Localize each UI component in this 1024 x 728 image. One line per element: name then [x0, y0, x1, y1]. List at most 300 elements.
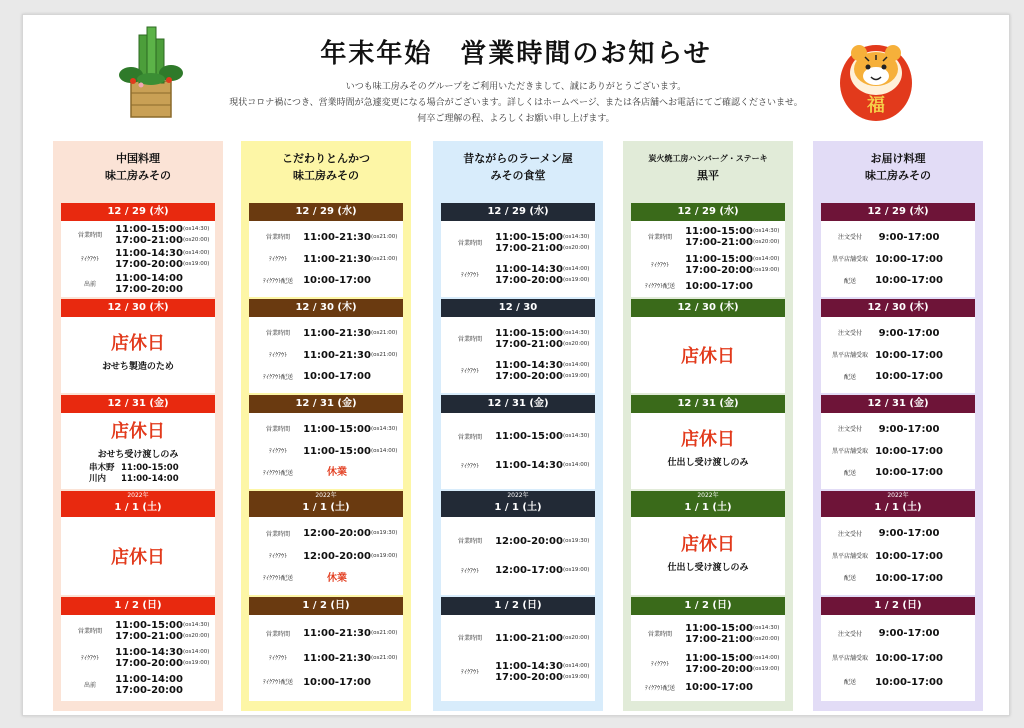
date-bar: 1 / 2 (日)	[249, 597, 403, 615]
day-card	[441, 597, 595, 701]
hours-row	[253, 254, 401, 265]
closure-note: 仕出し受け渡しのみ	[667, 563, 749, 573]
hours-row	[253, 467, 401, 478]
last-order: (os19:00)	[563, 674, 590, 681]
time-range: 11:00-14:30	[495, 360, 563, 372]
last-order: (os14:00)	[563, 362, 590, 369]
store-closed-label: 店休日	[681, 346, 735, 367]
time-range: 11:00-15:00	[685, 253, 753, 265]
store-closed-label: 店休日	[111, 333, 165, 354]
store-header	[241, 151, 411, 185]
time-range: 9:00-17:00	[878, 231, 940, 243]
hours-row	[445, 264, 593, 286]
hours-row	[253, 653, 401, 664]
time-range: 17:00-20:00	[115, 283, 183, 295]
time-range: 10:00-17:00	[875, 652, 943, 664]
service-label: 営業時間	[265, 234, 290, 242]
store-category: 炭火焼工房ハンバーグ・ステーキ	[648, 154, 768, 163]
time-range: 11:00-21:30	[303, 327, 371, 339]
last-order: (os19:30)	[563, 537, 590, 544]
day-card	[631, 299, 785, 393]
last-order: (os20:00)	[753, 239, 780, 246]
service-label: 配送	[843, 679, 856, 687]
hours-row	[635, 623, 783, 645]
closure-note: 仕出し受け渡しのみ	[667, 458, 749, 468]
hours-row	[65, 248, 213, 270]
day-card	[249, 299, 403, 393]
service-label: ﾃｲｸｱｳﾄ配送	[262, 469, 293, 477]
hours-row	[825, 551, 973, 562]
store-category: お届け料理	[870, 152, 926, 165]
day-card	[441, 299, 595, 393]
time-range: 11:00-21:30	[303, 231, 371, 243]
last-order: (os14:30)	[753, 228, 780, 235]
service-label: 注文受付	[837, 426, 862, 434]
hours-row	[253, 275, 401, 286]
closure-note: おせち受け渡しのみ	[97, 450, 179, 460]
hours-row	[253, 628, 401, 639]
hours-row	[825, 446, 973, 457]
year-label: 2022年	[315, 492, 337, 499]
time-range: 10:00-17:00	[875, 550, 943, 562]
last-order: (os14:30)	[183, 225, 210, 232]
day-body	[441, 413, 595, 489]
store-name: 味工房みその	[865, 169, 931, 182]
day-card	[249, 597, 403, 701]
last-order: (os20:00)	[753, 635, 780, 642]
date-bar: 12 / 31 (金)	[821, 395, 975, 413]
date-label: 1 / 1 (土)	[114, 502, 162, 513]
day-card	[441, 203, 595, 297]
hours-row	[825, 350, 973, 361]
service-label: ﾃｲｸｱｳﾄ	[460, 462, 479, 470]
service-label: 注文受付	[837, 234, 862, 242]
store-column	[433, 141, 603, 711]
hours-row	[635, 682, 783, 693]
time-range: 11:00-14:30	[115, 248, 183, 259]
last-order: (os14:00)	[183, 649, 210, 655]
time-range: 17:00-21:00	[115, 234, 183, 246]
day-card	[821, 299, 975, 393]
time-range: 12:00-17:00	[495, 565, 563, 577]
intro-line-1: いつも味工房みそのグループをご利用いただきまして、誠にありがとうございます。	[345, 82, 687, 92]
hours-row	[65, 273, 213, 295]
hours-row	[253, 424, 401, 435]
hours-row	[253, 573, 401, 584]
hours-row	[65, 620, 213, 642]
store-column	[623, 141, 793, 711]
day-body	[61, 221, 215, 297]
service-label: ﾃｲｸｱｳﾄ	[268, 448, 287, 455]
day-card	[61, 597, 215, 701]
store-header	[53, 151, 223, 185]
branch-hours	[89, 463, 179, 473]
service-label: 営業時間	[647, 630, 672, 638]
time-range: 17:00-21:00	[685, 633, 753, 645]
day-body	[631, 517, 785, 595]
time-range: 11:00-15:00	[685, 652, 753, 664]
date-bar	[631, 491, 785, 517]
hours-row	[253, 528, 401, 539]
time-range: 11:00-21:00	[495, 632, 563, 644]
day-body	[821, 517, 975, 595]
last-order: (os14:00)	[563, 266, 590, 273]
service-label: ﾃｲｸｱｳﾄ	[460, 272, 479, 280]
day-card	[821, 491, 975, 595]
time-range: 17:00-21:00	[115, 631, 183, 642]
hours-row	[825, 573, 973, 584]
day-body	[631, 615, 785, 701]
branch-time: 11:00-15:00	[121, 463, 179, 473]
last-order: (os19:00)	[563, 373, 590, 380]
day-body	[249, 413, 403, 489]
year-label: 2022年	[887, 492, 909, 499]
last-order: (os19:00)	[753, 665, 780, 672]
day-body	[821, 221, 975, 297]
time-range: 17:00-21:00	[495, 338, 563, 350]
service-label: 黒平店舗受取	[831, 655, 868, 662]
hours-row	[445, 565, 593, 576]
store-closed-label: 店休日	[681, 534, 735, 555]
last-order: (os19:00)	[183, 261, 210, 267]
day-body	[821, 615, 975, 701]
branch-name: 川内	[89, 474, 107, 484]
service-label: ﾃｲｸｱｳﾄ	[650, 261, 669, 269]
year-label: 2022年	[697, 492, 719, 499]
service-label: 出前	[83, 682, 96, 689]
time-range: 17:00-20:00	[495, 371, 563, 383]
time-range: 11:00-15:00	[495, 327, 563, 339]
hours-row	[825, 275, 973, 286]
date-bar: 1 / 2 (日)	[441, 597, 595, 615]
time-range: 17:00-20:00	[115, 685, 183, 696]
day-card	[61, 491, 215, 595]
date-label: 1 / 1 (土)	[302, 502, 350, 513]
service-label: 出前	[83, 280, 96, 288]
hours-row	[65, 224, 213, 246]
store-category: こだわりとんかつ	[282, 152, 370, 165]
time-range: 9:00-17:00	[878, 327, 940, 339]
time-range: 9:00-17:00	[878, 528, 940, 540]
hours-row	[445, 460, 593, 471]
store-name: 味工房みその	[293, 169, 359, 182]
date-label: 1 / 1 (土)	[684, 502, 732, 513]
store-closed-label: 店休日	[111, 421, 165, 442]
date-bar: 12 / 31 (金)	[631, 395, 785, 413]
date-bar: 12 / 30 (木)	[61, 299, 215, 317]
service-label: ﾃｲｸｱｳﾄ	[268, 553, 287, 560]
hours-row	[825, 424, 973, 435]
day-body	[61, 615, 215, 701]
last-order: (os21:00)	[371, 329, 398, 336]
last-order: (os14:30)	[371, 425, 398, 432]
time-range: 11:00-15:00	[685, 622, 753, 634]
service-label: ﾃｲｸｱｳﾄ	[80, 256, 99, 263]
day-body	[61, 317, 215, 393]
last-order: (os20:00)	[563, 340, 590, 347]
branch-name: 串木野	[89, 463, 115, 473]
date-bar	[61, 491, 215, 517]
time-range: 11:00-14:30	[115, 647, 183, 658]
day-card	[631, 597, 785, 701]
time-range: 10:00-17:00	[875, 467, 943, 479]
date-bar	[249, 491, 403, 517]
date-bar: 12 / 31 (金)	[441, 395, 595, 413]
day-body	[631, 413, 785, 489]
time-range: 10:00-17:00	[875, 275, 943, 287]
store-name: 味工房みその	[105, 169, 171, 182]
time-range: 11:00-15:00	[303, 423, 371, 435]
date-bar: 12 / 30	[441, 299, 595, 317]
time-range: 11:00-14:30	[495, 661, 563, 673]
last-order: (os19:00)	[563, 277, 590, 284]
hours-row	[635, 254, 783, 276]
time-range: 休業	[327, 572, 347, 584]
last-order: (os21:00)	[371, 654, 398, 661]
service-label: 配送	[843, 575, 856, 583]
day-body	[249, 615, 403, 701]
branch-time: 11:00-14:00	[121, 474, 179, 484]
date-bar: 12 / 29 (水)	[631, 203, 785, 221]
last-order: (os21:00)	[371, 630, 398, 637]
service-label: 黒平店舗受取	[831, 448, 868, 455]
day-card	[821, 395, 975, 489]
date-bar: 1 / 2 (日)	[631, 597, 785, 615]
last-order: (os14:00)	[371, 447, 398, 454]
day-card	[631, 203, 785, 297]
date-bar: 12 / 29 (水)	[821, 203, 975, 221]
time-range: 11:00-14:30	[495, 264, 563, 276]
time-range: 9:00-17:00	[878, 628, 940, 640]
last-order: (os14:00)	[753, 255, 780, 262]
last-order: (os14:30)	[183, 622, 210, 628]
time-range: 11:00-15:00	[115, 620, 183, 631]
time-range: 17:00-20:00	[685, 264, 753, 276]
hours-row	[65, 647, 213, 669]
service-label: 配送	[843, 277, 856, 285]
hours-row	[825, 653, 973, 664]
day-card	[61, 395, 215, 489]
time-range: 11:00-14:00	[115, 674, 183, 685]
service-label: ﾃｲｸｱｳﾄ	[80, 655, 99, 662]
hours-row	[253, 677, 401, 688]
store-header	[623, 151, 793, 185]
store-column	[241, 141, 411, 711]
time-range: 11:00-15:00	[495, 231, 563, 243]
last-order: (os20:00)	[563, 634, 590, 641]
service-label: ﾃｲｸｱｳﾄ	[650, 660, 669, 668]
day-card	[821, 597, 975, 701]
day-card	[441, 491, 595, 595]
time-range: 11:00-21:30	[303, 628, 371, 640]
date-bar: 12 / 30 (木)	[821, 299, 975, 317]
hours-row	[635, 653, 783, 675]
time-range: 17:00-20:00	[495, 672, 563, 684]
hours-row	[65, 674, 213, 696]
date-bar: 1 / 2 (日)	[821, 597, 975, 615]
service-label: ﾃｲｸｱｳﾄ	[460, 669, 479, 677]
page-title: 年末年始 営業時間のお知らせ	[320, 39, 712, 69]
day-body	[61, 517, 215, 595]
time-range: 11:00-21:30	[303, 349, 371, 361]
hours-row	[253, 371, 401, 382]
service-label: ﾃｲｸｱｳﾄ	[268, 655, 287, 662]
service-label: 営業時間	[457, 239, 482, 247]
hours-row	[253, 350, 401, 361]
service-label: ﾃｲｸｱｳﾄ	[268, 256, 287, 263]
store-category: 中国料理	[116, 152, 160, 165]
time-range: 11:00-15:00	[495, 431, 563, 442]
service-label: 営業時間	[457, 335, 482, 343]
service-label: 営業時間	[457, 433, 482, 441]
hours-row	[445, 661, 593, 683]
hours-row	[253, 328, 401, 339]
hours-row	[825, 371, 973, 382]
last-order: (os21:00)	[371, 233, 398, 240]
time-range: 休業	[327, 467, 347, 479]
service-label: ﾃｲｸｱｳﾄ	[460, 567, 479, 575]
time-range: 10:00-17:00	[875, 676, 943, 688]
service-label: 黒平店舗受取	[831, 553, 868, 560]
time-range: 11:00-15:00	[115, 223, 183, 235]
hours-row	[635, 226, 783, 248]
time-range: 11:00-14:30	[495, 460, 563, 471]
store-closed-label: 店休日	[111, 547, 165, 568]
hours-row	[635, 281, 783, 292]
day-body	[61, 413, 215, 489]
service-label: 営業時間	[265, 630, 290, 638]
store-name: 黒平	[697, 169, 719, 182]
day-card	[441, 395, 595, 489]
service-label: 注文受付	[837, 530, 862, 538]
hours-row	[445, 360, 593, 382]
store-name: みその食堂	[490, 169, 546, 182]
service-label: 黒平店舗受取	[831, 352, 868, 359]
last-order: (os14:00)	[753, 654, 780, 661]
day-card	[631, 395, 785, 489]
store-column	[53, 141, 223, 711]
day-body	[821, 317, 975, 393]
day-card	[821, 203, 975, 297]
day-card	[249, 203, 403, 297]
day-body	[249, 517, 403, 595]
date-bar: 12 / 30 (木)	[249, 299, 403, 317]
last-order: (os20:00)	[183, 633, 210, 639]
hours-row	[445, 431, 593, 442]
service-label: ﾃｲｸｱｳﾄ	[460, 368, 479, 376]
date-bar: 1 / 2 (日)	[61, 597, 215, 615]
time-range: 9:00-17:00	[878, 423, 940, 435]
day-body	[441, 517, 595, 595]
last-order: (os14:00)	[563, 663, 590, 670]
hours-row	[825, 528, 973, 539]
time-range: 12:00-20:00	[303, 550, 371, 562]
time-range: 10:00-17:00	[875, 572, 943, 584]
last-order: (os21:00)	[371, 255, 398, 262]
service-label: 黒平店舗受取	[831, 256, 868, 263]
last-order: (os20:00)	[563, 244, 590, 251]
store-header	[433, 151, 603, 185]
last-order: (os14:30)	[563, 233, 590, 240]
daruma-fuku-char: 福	[867, 95, 885, 116]
time-range: 17:00-21:00	[495, 242, 563, 254]
last-order: (os19:00)	[563, 567, 590, 574]
service-label: 注文受付	[837, 330, 862, 338]
service-label: 営業時間	[77, 231, 102, 239]
hours-row	[445, 328, 593, 350]
hours-row	[825, 467, 973, 478]
hours-row	[253, 446, 401, 457]
last-order: (os19:00)	[183, 660, 210, 666]
day-card	[249, 491, 403, 595]
last-order: (os14:00)	[563, 462, 590, 468]
day-body	[249, 317, 403, 393]
time-range: 10:00-17:00	[685, 682, 753, 694]
hours-row	[445, 536, 593, 547]
hours-row	[825, 328, 973, 339]
time-range: 11:00-21:30	[303, 253, 371, 265]
service-label: 営業時間	[265, 530, 290, 538]
last-order: (os14:00)	[183, 250, 210, 256]
time-range: 11:00-21:30	[303, 652, 371, 664]
service-label: 配送	[843, 469, 856, 477]
intro-line-3: 何卒ご理解の程、よろしくお願い申し上げます。	[417, 114, 615, 124]
time-range: 17:00-20:00	[685, 663, 753, 675]
time-range: 17:00-21:00	[685, 237, 753, 249]
time-range: 10:00-17:00	[303, 275, 371, 287]
time-range: 10:00-17:00	[875, 349, 943, 361]
time-range: 10:00-17:00	[303, 676, 371, 688]
day-card	[61, 203, 215, 297]
hours-row	[825, 677, 973, 688]
hours-row	[445, 633, 593, 644]
date-bar	[821, 491, 975, 517]
time-range: 10:00-17:00	[875, 445, 943, 457]
closure-note: おせち製造のため	[102, 362, 174, 372]
date-bar	[441, 491, 595, 517]
time-range: 12:00-20:00	[495, 535, 563, 547]
day-body	[441, 317, 595, 393]
date-label: 1 / 1 (土)	[874, 502, 922, 513]
time-range: 11:00-15:00	[685, 226, 753, 238]
service-label: ﾃｲｸｱｳﾄ配送	[644, 283, 675, 291]
date-bar: 12 / 31 (金)	[249, 395, 403, 413]
service-label: 営業時間	[265, 426, 290, 434]
last-order: (os19:30)	[371, 530, 398, 537]
service-label: ﾃｲｸｱｳﾄ配送	[262, 373, 293, 381]
intro-line-2: 現状コロナ禍につき、営業時間が急遽変更になる場合がございます。詳しくはホームページ、または各店舗へお電話にてご確認くださいませ。	[229, 98, 803, 108]
day-body	[249, 221, 403, 297]
date-bar: 12 / 30 (木)	[631, 299, 785, 317]
service-label: ﾃｲｸｱｳﾄ配送	[644, 684, 675, 692]
last-order: (os14:30)	[563, 329, 590, 336]
day-body	[631, 317, 785, 393]
store-header	[813, 151, 983, 185]
hours-row	[825, 628, 973, 639]
day-card	[249, 395, 403, 489]
service-label: 注文受付	[837, 630, 862, 638]
year-label: 2022年	[127, 492, 149, 499]
last-order: (os14:30)	[563, 433, 590, 439]
store-category: 昔ながらのラーメン屋	[463, 152, 573, 165]
branch-hours	[89, 474, 179, 484]
last-order: (os21:00)	[371, 351, 398, 358]
day-body	[441, 615, 595, 701]
hours-row	[825, 232, 973, 243]
tiger-daruma-icon	[835, 33, 917, 123]
service-label: 営業時間	[265, 330, 290, 338]
date-label: 1 / 1 (土)	[494, 502, 542, 513]
